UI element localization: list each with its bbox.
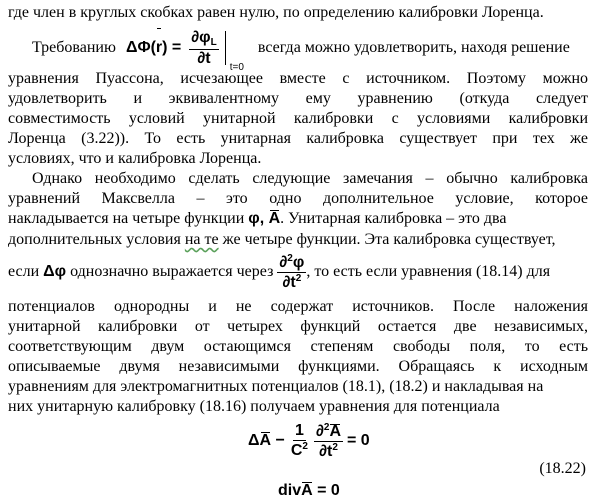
text-line-15: соответствующим двум остающимся степеням свободы поля, то есть xyxy=(8,338,588,355)
text-line-2 xyxy=(32,28,588,73)
text-line-3: уравнения Пуассона, исчезающее вместе с источником. Поэтому можно xyxy=(8,70,588,87)
text-line-14: унитарной калибровки от четырех функций остается две независимых, xyxy=(8,318,588,335)
fraction-dphiL-dt: $\frac{\partial\varphi_L}{\partial t}$ xyxy=(191,28,217,67)
text-line-7: условиях, что и калибровка Лоренца. xyxy=(8,150,262,167)
text-line-13: потенциалов однородны и не содержат источников. После наложения xyxy=(8,298,588,315)
text-line-18: них унитарную калибровку (18.16) получаем уравнения для потенциала xyxy=(8,398,500,415)
text-line-1: где член в круглых скобках равен нулю, по определению калибровки Лоренца. xyxy=(8,4,544,21)
text-line-10: накладывается на четыре функции φ, A. Унитарная калибровка – это два xyxy=(8,210,507,227)
equation-2: divA = 0 xyxy=(278,482,340,499)
text-line-6: Лоренца (3.22)). То есть унитарная калибровка существует при тех же xyxy=(8,130,588,147)
text-line-12: если Δφ однозначно выражается через $\frac{\partial^2\varphi}{\partial t^2}$ , то есть если уравнения (18.14) для xyxy=(8,252,551,291)
text-line-16: описываемые двумя независимыми функциями. Обращаясь к исходным xyxy=(8,358,588,375)
text-fragment: Требованию xyxy=(32,39,116,56)
equation-1: ΔA − $\frac{1}{C^2}$ $\frac{\partial^2A}{\partial t^2}$ = 0 xyxy=(248,421,370,460)
text-line-4: удовлетворить и эквивалентному ему уравнению (откуда следует xyxy=(8,90,588,107)
formula-delta-phi-small: Δφ xyxy=(43,263,67,280)
text-line-9: уравнений Максвелла – это одно дополнительное условие, которое xyxy=(8,190,588,207)
text-line-5: совместимость условий унитарной калибровки с условиями калибровки xyxy=(8,110,588,127)
eval-subscript: t=0 xyxy=(229,62,244,73)
text-fragment: всегда можно удовлетворить, находя решение xyxy=(257,39,570,56)
spellcheck-underline: на те xyxy=(184,231,219,248)
formula-delta-phi: ΔΦ(r) = xyxy=(126,39,181,56)
formula-phi-A: φ, A xyxy=(248,210,281,227)
eval-bar xyxy=(225,31,226,65)
text-line-17: уравнениям для электромагнитных потенциалов (18.1), (18.2) и накладывая на xyxy=(8,378,544,395)
equation-number: (18.22) xyxy=(539,460,586,477)
text-line-11: дополнительных условия на те же четыре функции. Эта калибровка существует, xyxy=(8,231,556,248)
text-line-8: Однако необходимо сделать следующие замечания – обычно калибровка xyxy=(32,170,588,187)
fraction-d2phi-dt2: $\frac{\partial^2\varphi}{\partial t^2}$ xyxy=(279,252,305,291)
